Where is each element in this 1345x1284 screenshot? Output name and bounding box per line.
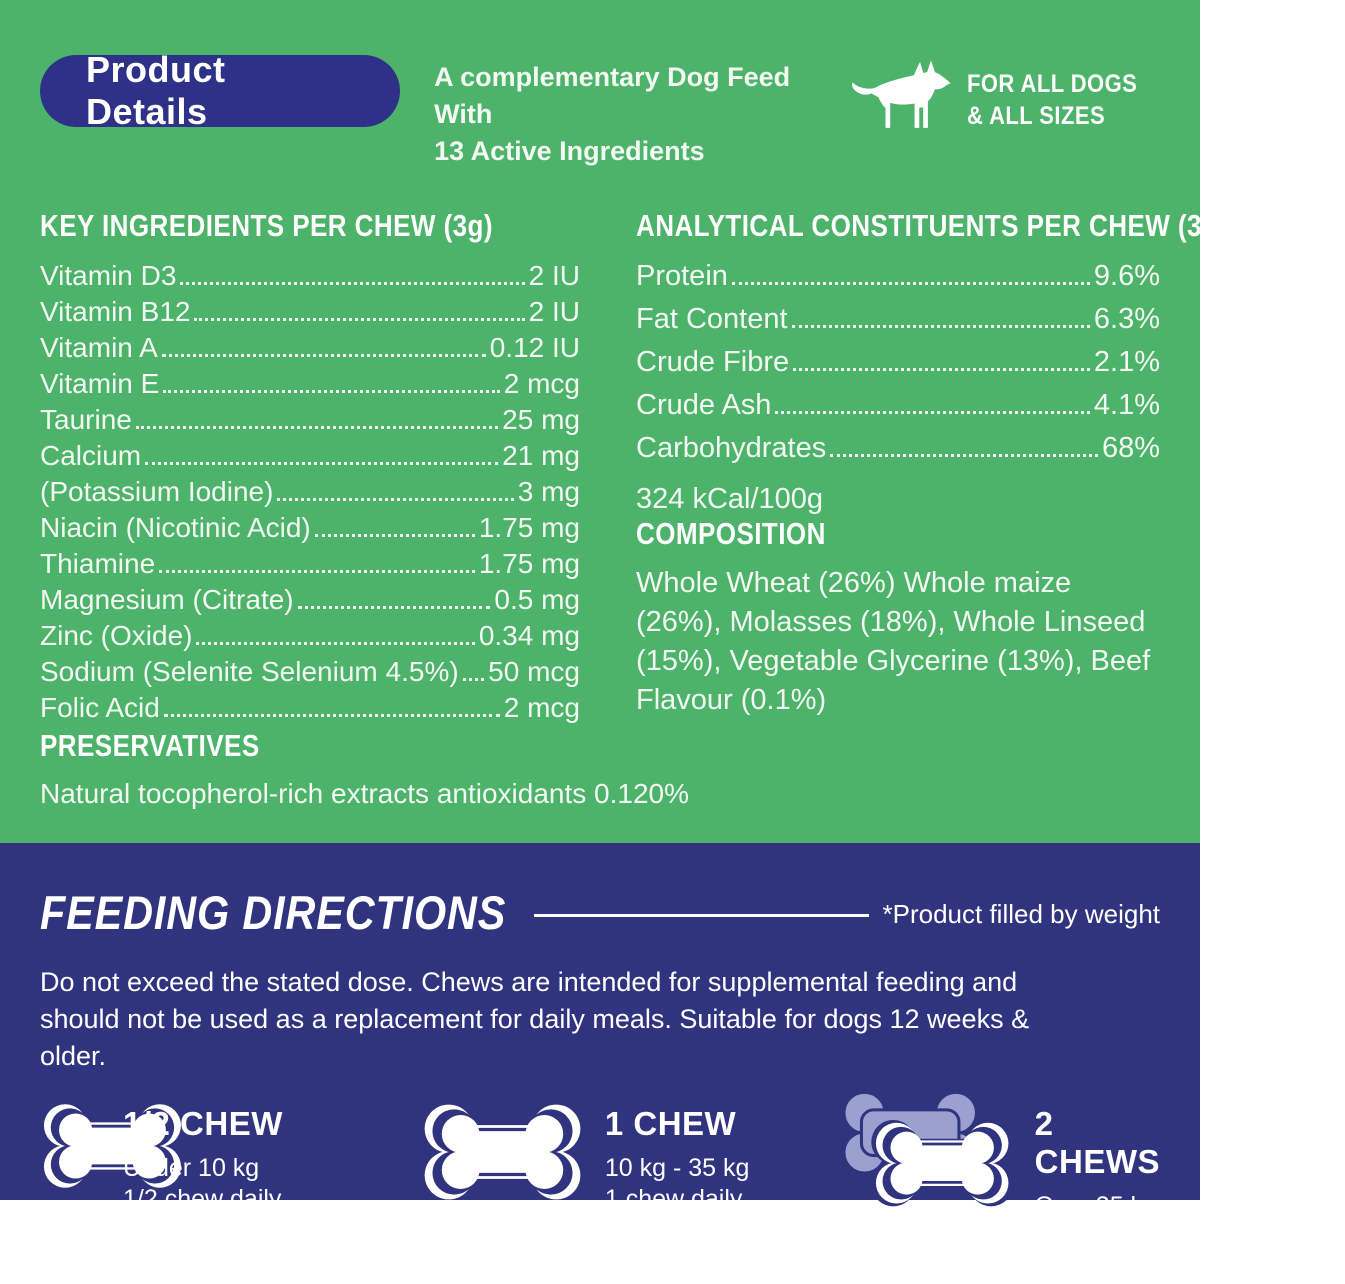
- dotted-leader: [792, 325, 1090, 328]
- all-dogs-badge: [851, 55, 1161, 145]
- ingredient-name: Magnesium (Citrate): [40, 584, 294, 615]
- ingredient-value: 0.34 mg: [478, 620, 580, 651]
- dose-title: 1/2 CHEW: [123, 1105, 283, 1142]
- dotted-leader: [162, 354, 486, 357]
- feeding-directions-title: FEEDING DIRECTIONS: [40, 886, 507, 939]
- ingredient-value: 2 mcg: [503, 692, 580, 723]
- ingredient-name: Folic Acid: [40, 692, 160, 723]
- badge-text: [967, 68, 1137, 132]
- analytical-value: 68%: [1101, 432, 1160, 464]
- ingredient-row: [40, 368, 580, 404]
- header: [40, 0, 1160, 170]
- dotted-leader: [196, 642, 474, 645]
- ingredient-name: Vitamin B12: [40, 296, 191, 327]
- ingredient-row: [40, 296, 580, 332]
- product-details-pill: [40, 49, 400, 132]
- ingredient-row: [40, 332, 580, 368]
- dose-details: [123, 1153, 283, 1215]
- composition-text: Whole Wheat (26%) Whole maize (26%), Molasses (18%), Whole Linseed (15%), Vegetable Glycerine (13%), Beef Flavour (0.1%): [636, 567, 1151, 716]
- feeding-directions-panel: [0, 843, 1200, 1282]
- ingredient-value: 1.75 mg: [478, 512, 580, 543]
- dotted-leader: [159, 570, 475, 573]
- preservatives-title: PRESERVATIVES: [40, 728, 260, 763]
- half-bone-icon: [40, 1101, 103, 1191]
- energy-value: 324 kCal/100g: [636, 483, 824, 515]
- analytical-title: ANALYTICAL CONSTITUENTS PER CHEW (3G): [636, 208, 1232, 243]
- dose-item-two-chews: [845, 1101, 1160, 1284]
- preservatives-text: Natural tocopherol-rich extracts antioxidants 0.120%: [40, 778, 690, 809]
- ingredient-name: Vitamin D3: [40, 260, 177, 291]
- subtitle-line-2: 13 Active Ingredients: [434, 136, 705, 166]
- dosage-warning-text: Do not exceed the stated dose. Chews are intended for supplemental feeding and should not be used as a replacement for daily meals. Suitable for dogs 12 weeks & older.: [40, 967, 1030, 1071]
- dose-text: [605, 1101, 750, 1215]
- analytical-name: Carbohydrates: [636, 432, 827, 464]
- ingredient-name: (Potassium Iodine): [40, 476, 274, 507]
- dotted-leader: [463, 678, 485, 681]
- ingredient-row: [40, 260, 580, 296]
- ingredient-name: Zinc (Oxide): [40, 620, 193, 651]
- ingredient-value: 3 mg: [517, 476, 580, 507]
- ingredient-value: 2 mcg: [503, 368, 580, 399]
- badge-line-2: & ALL SIZES: [966, 102, 1105, 130]
- key-ingredients-section: [40, 208, 580, 728]
- dose-details: [605, 1153, 750, 1215]
- ingredient-name: Niacin (Nicotinic Acid): [40, 512, 311, 543]
- feeding-directions-header: [40, 843, 1160, 940]
- dose-title: 1 CHEW: [604, 1105, 737, 1142]
- dotted-leader: [315, 534, 475, 537]
- dotted-leader: [298, 606, 491, 609]
- dose-details: [1035, 1191, 1160, 1284]
- dotted-leader: [732, 282, 1090, 285]
- dog-icon: [851, 55, 953, 145]
- ingredient-row: [40, 548, 580, 584]
- dotted-leader: [136, 426, 498, 429]
- dotted-leader: [163, 390, 499, 393]
- dose-frequency: 2 chews daily: [1034, 1223, 1127, 1282]
- dotted-leader: [180, 282, 524, 285]
- subtitle-line-1: A complementary Dog Feed With: [434, 62, 791, 129]
- ingredient-name: Vitamin E: [40, 368, 160, 399]
- composition-title: COMPOSITION: [636, 516, 826, 551]
- ingredient-row: [40, 656, 580, 692]
- analytical-name: Crude Fibre: [636, 346, 790, 378]
- dotted-leader: [194, 318, 524, 321]
- ingredient-name: Taurine: [40, 404, 132, 435]
- analytical-row: [636, 389, 1160, 432]
- dose-weight: Under 10 kg: [123, 1154, 260, 1182]
- key-ingredients-list: [40, 260, 580, 728]
- ingredient-row: [40, 476, 580, 512]
- ingredient-row: [40, 620, 580, 656]
- analytical-value: 4.1%: [1093, 389, 1160, 421]
- ingredient-name: Thiamine: [40, 548, 156, 579]
- ingredient-row: [40, 692, 580, 728]
- analytical-name: Crude Ash: [636, 389, 772, 421]
- dose-guide: [40, 1101, 1160, 1284]
- ingredient-name: Sodium (Selenite Selenium 4.5%): [40, 656, 459, 687]
- badge-line-1: FOR ALL DOGS: [966, 70, 1137, 98]
- ingredient-value: 25 mg: [502, 404, 580, 435]
- dose-title: 2 CHEWS: [1034, 1105, 1161, 1180]
- ingredient-value: 21 mg: [502, 440, 580, 471]
- dotted-leader: [793, 368, 1090, 371]
- dotted-leader: [145, 462, 498, 465]
- double-bone-icon: [837, 1087, 1023, 1218]
- ingredient-value: 1.75 mg: [478, 548, 580, 579]
- ingredient-value: 0.12 IU: [489, 332, 580, 363]
- dose-frequency: 1/2 chew daily: [123, 1185, 282, 1213]
- bone-icon: [420, 1101, 585, 1203]
- ingredient-value: 2 IU: [528, 260, 580, 291]
- dotted-leader: [277, 498, 513, 501]
- analytical-name: Protein: [636, 260, 728, 292]
- divider-line: [534, 914, 869, 917]
- analytical-value: 9.6%: [1093, 260, 1160, 292]
- dotted-leader: [164, 714, 500, 717]
- ingredient-value: 0.5 mg: [494, 584, 580, 615]
- dotted-leader: [830, 454, 1098, 457]
- dose-item-half-chew: [40, 1101, 420, 1215]
- ingredient-value: 2 IU: [528, 296, 580, 327]
- subtitle: [434, 59, 850, 170]
- dotted-leader: [775, 411, 1089, 414]
- ingredient-row: [40, 440, 580, 476]
- ingredient-row: [40, 512, 580, 548]
- ingredient-row: [40, 404, 580, 440]
- dose-text: [1035, 1101, 1160, 1284]
- analytical-row: [636, 432, 1160, 475]
- ingredient-row: [40, 584, 580, 620]
- key-ingredients-title: KEY INGREDIENTS PER CHEW (3g): [40, 208, 493, 243]
- analytical-row: [636, 346, 1160, 389]
- analytical-name: Fat Content: [636, 303, 788, 335]
- analytical-section: [636, 208, 1232, 728]
- analytical-value: 2.1%: [1093, 346, 1160, 378]
- filled-by-weight-note: *Product filled by weight: [882, 899, 1160, 929]
- pill-label: Product Details: [86, 49, 226, 132]
- ingredient-name: Vitamin A: [40, 332, 158, 363]
- analytical-list: [636, 260, 1160, 475]
- dose-item-one-chew: [420, 1101, 845, 1215]
- analytical-row: [636, 303, 1160, 346]
- ingredient-value: 50 mcg: [488, 656, 580, 687]
- dose-text: [123, 1101, 283, 1215]
- analytical-value: 6.3%: [1093, 303, 1160, 335]
- dose-weight: 10 kg - 35 kg: [604, 1154, 750, 1182]
- analytical-row: [636, 260, 1160, 303]
- ingredient-name: Calcium: [40, 440, 142, 471]
- ingredient-columns: [40, 208, 1232, 728]
- dose-weight: Over 35 kg: [1034, 1192, 1157, 1220]
- dose-frequency: 1 chew daily: [604, 1185, 743, 1213]
